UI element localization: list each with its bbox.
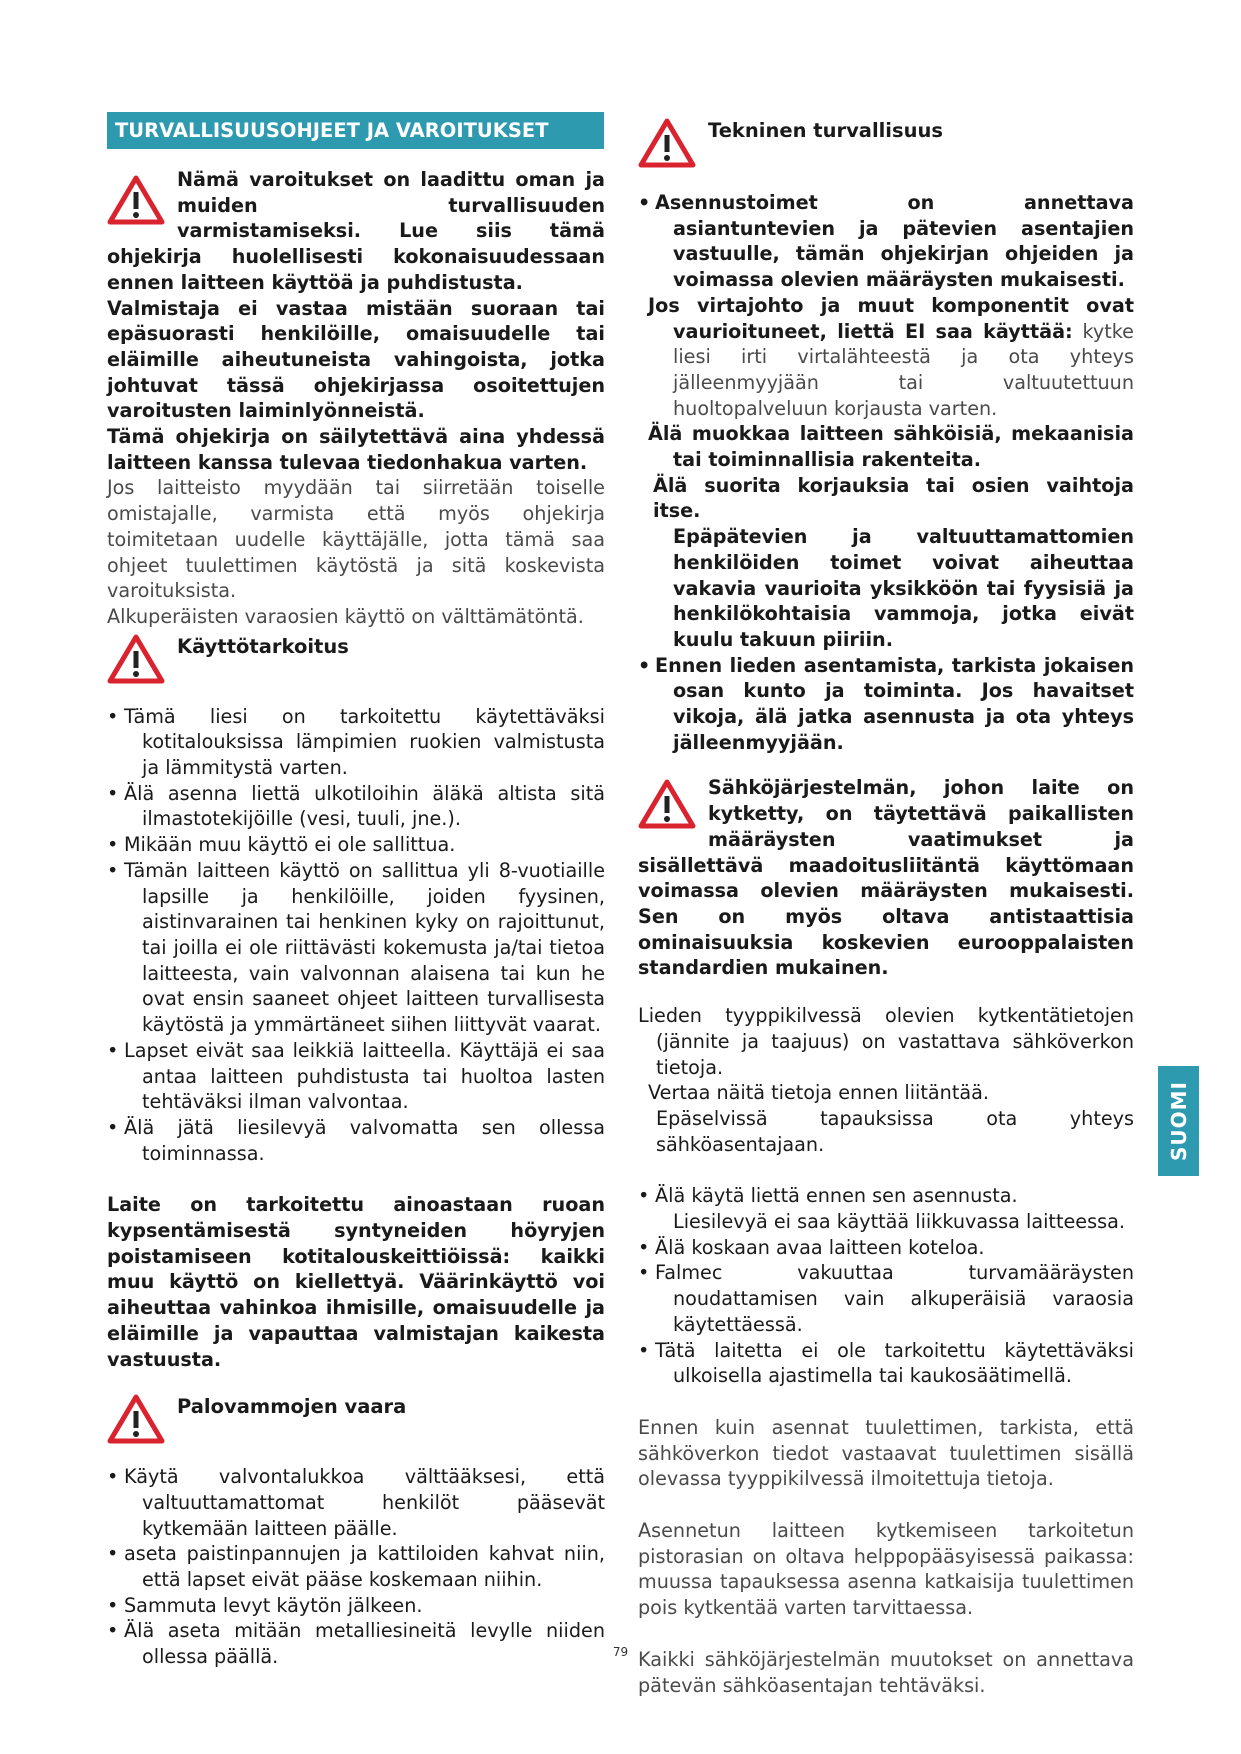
right-column xyxy=(638,118,1134,1698)
left-column xyxy=(107,112,605,1670)
list-item: • Sammuta levyt käytön jälkeen. xyxy=(107,1593,605,1619)
list-item: • Tämän laitteen käyttö on sallittua yli 8-vuotiaille lapsille ja henkilöille, joiden fyysinen, aistinvarainen tai henkinen kyky on rajoittunut, tai joilla ei ole riittävästi kokemusta ja/tai tietoa laitteesta, vain valvonnan alaisena tai kun he ovat ensin saaneet ohjeet laitteen turvallisesta käytöstä ja ymmärtäneet siihen liittyvät vaarat. xyxy=(107,858,605,1038)
socket-text: Asennetun laitteen kytkemiseen tarkoitetun pistorasian on oltava helppopääsyisessä paikassa: muussa tapauksessa asenna katkaisija tuulettimen pois kytkentää varten tarvittaessa. xyxy=(638,1519,1134,1620)
compare-text: Vertaa näitä tietoja ennen liitäntää. xyxy=(648,1081,989,1105)
intended-use-list xyxy=(107,704,605,1167)
burn-list xyxy=(107,1464,605,1670)
page-number: 79 xyxy=(612,1645,629,1659)
list-item: • Mikään muu käyttö ei ole sallittua. xyxy=(107,832,605,858)
tech-heading xyxy=(638,118,1134,168)
list-item: • Älä käytä liettä ennen sen asennusta. xyxy=(638,1183,1134,1209)
moving-vehicle-text: Liesilevyä ei saa käyttää liikkuvassa laitteessa. xyxy=(673,1210,1125,1234)
no-modify-text: Älä muokkaa laitteen sähköisiä, mekaanisia tai toiminnallisia rakenteita. xyxy=(648,422,1134,472)
burn-heading xyxy=(107,1394,605,1444)
warning-icon xyxy=(107,175,165,225)
intended-use-title: Käyttötarkoitus xyxy=(177,634,349,658)
list-item: • Tämä liesi on tarkoitettu käytettäväksi kotitalouksissa lämpimien ruokien valmistusta ja lämmitystä varten. xyxy=(107,704,605,781)
list-item: • Asennustoimet on annettava asiantuntevien ja pätevien asentajien vastuulle, tämän ohjekirjan ohjeiden ja voimassa olevien määräysten mukaisesti. xyxy=(638,190,1134,293)
intended-use-heading xyxy=(107,634,605,684)
original-parts-text: Alkuperäisten varaosien käyttö on välttämätöntä. xyxy=(107,604,584,628)
list-item: • Älä aseta mitään metalliesineitä levylle niiden ollessa päällä. xyxy=(107,1618,605,1669)
list-item: • Lapset eivät saa leikkiä laitteella. Käyttäjä ei saa antaa laitteen puhdistusta tai huoltoa lasten tehtäväksi ilman valvontaa. xyxy=(107,1038,605,1115)
before-install-list xyxy=(638,653,1134,756)
rating-plate-text: Lieden tyyppikilvessä olevien kytkentätietojen (jännite ja taajuus) on vastattava sähköverkon tietoja. xyxy=(638,1004,1134,1079)
list-item: • Falmec vakuuttaa turvamääräysten noudattamisen vain alkuperäisiä varaosia käytettäessä. xyxy=(638,1260,1134,1337)
changes-text: Kaikki sähköjärjestelmän muutokset on annettava pätevän sähköasentajan tehtäväksi. xyxy=(638,1647,1134,1697)
warning-icon xyxy=(638,118,696,168)
section-header: TURVALLISUUSOHJEET JA VAROITUKSET xyxy=(107,112,604,149)
usage-list xyxy=(638,1183,1134,1209)
intro-block xyxy=(107,167,605,296)
warning-icon xyxy=(107,634,165,684)
install-list xyxy=(638,190,1134,293)
device-intended-text: Laite on tarkoitettu ainoastaan ruoan kypsentämisestä syntyneiden höyryjen poistamiseen kotitalouskeittiöissä: kaikki muu käyttö on kiellettyä. Väärinkäyttö voi aiheuttaa vahinkoa ihmisille, omaisuudelle ja eläimille ja vapauttaa valmistajan kaikesta vastuusta. xyxy=(107,1193,605,1371)
usage-list-2 xyxy=(638,1235,1134,1389)
list-item: • Käytä valvontalukkoa välttääksesi, että valtuuttamattomat henkilöt pääsevät kytkemään laitteen päälle. xyxy=(107,1464,605,1541)
warning-icon xyxy=(107,1394,165,1444)
language-tab-label: SUOMI xyxy=(1166,1081,1191,1161)
burn-title: Palovammojen vaara xyxy=(177,1395,407,1419)
language-tab xyxy=(1158,1066,1199,1176)
intro-text: Nämä varoitukset on laadittu oman ja muiden turvallisuuden varmistamiseksi. Lue siis tämä ohjekirja huolellisesti kokonaisuudessaan ennen laitteen käyttöä ja puhdistusta. xyxy=(107,168,605,294)
unclear-text: Epäselvissä tapauksissa ota yhteys sähköasentajaan. xyxy=(656,1106,1134,1156)
electrical-block xyxy=(638,775,1134,981)
tech-title: Tekninen turvallisuus xyxy=(708,119,943,142)
before-fan-text: Ennen kuin asennat tuulettimen, tarkista, että sähköverkon tiedot vastaavat tuulettimen sisällä olevassa tyyppikilvessä ilmoitettuja tietoja. xyxy=(638,1415,1134,1491)
manufacturer-text: Valmistaja ei vastaa mistään suoraan tai epäsuorasti henkilöille, omaisuudelle tai eläimille aiheutuneista vahingoista, jotka johtuvat tässä ohjekirjassa osoitettujen varoitusten laiminlyönneistä. xyxy=(107,296,605,423)
unqualified-text: Epäpätevien ja valtuuttamattomien henkilöiden toimet voivat aiheuttaa vakavia vaurioita yksikköön tai fyysisiä ja henkilökohtaisia vammoja, jotka eivät kuulu takuun piiriin. xyxy=(673,525,1134,651)
list-item: • Älä koskaan avaa laitteen koteloa. xyxy=(638,1235,1134,1261)
damaged-text: Jos virtajohto ja muut komponentit ovat vaurioituneet, liettä EI saa käyttää: kytke liesi irti virtalähteestä ja ota yhteys jälleenmyyjään tai valtuutettuun huoltopalveluun korjausta varten. xyxy=(648,293,1134,420)
list-item: • Älä jätä liesilevyä valvomatta sen ollessa toiminnassa. xyxy=(107,1115,605,1166)
warning-icon xyxy=(638,779,696,829)
list-item: • Ennen lieden asentamista, tarkista jokaisen osan kunto ja toiminta. Jos havaitset vikoja, älä jatka asennusta ja ota yhteys jälleenmyyjään. xyxy=(638,653,1134,756)
list-item: • Tätä laitetta ei ole tarkoitettu käytettäväksi ulkoisella ajastimella tai kaukosäätimellä. xyxy=(638,1338,1134,1389)
transfer-text: Jos laitteisto myydään tai siirretään toiselle omistajalle, varmista että myös ohjekirja toimitetaan uudelle käyttäjälle, jotta tämä saa ohjeet tuulettimen käytöstä ja sitä koskevista varoituksista. xyxy=(107,476,605,603)
no-repair-text: Älä suorita korjauksia tai osien vaihtoja itse. xyxy=(653,473,1134,523)
keep-manual-text: Tämä ohjekirja on säilytettävä aina yhdessä laitteen kanssa tulevaa tiedonhakua varten. xyxy=(107,425,605,474)
electrical-text: Sähköjärjestelmän, johon laite on kytketty, on täytettävä paikallisten määräysten vaatimukset ja sisällettävä maadoitusliitäntä käyttömaan voimassa olevien määräysten mukaisesti. Sen on myös oltava antistaattisia ominaisuuksia koskevien eurooppalaisten standardien mukainen. xyxy=(638,776,1134,980)
list-item: • Älä asenna liettä ulkotiloihin äläkä altista sitä ilmastotekijöille (vesi, tuuli, jne.). xyxy=(107,781,605,832)
list-item: • aseta paistinpannujen ja kattiloiden kahvat niin, että lapset eivät pääse koskemaan niihin. xyxy=(107,1541,605,1592)
